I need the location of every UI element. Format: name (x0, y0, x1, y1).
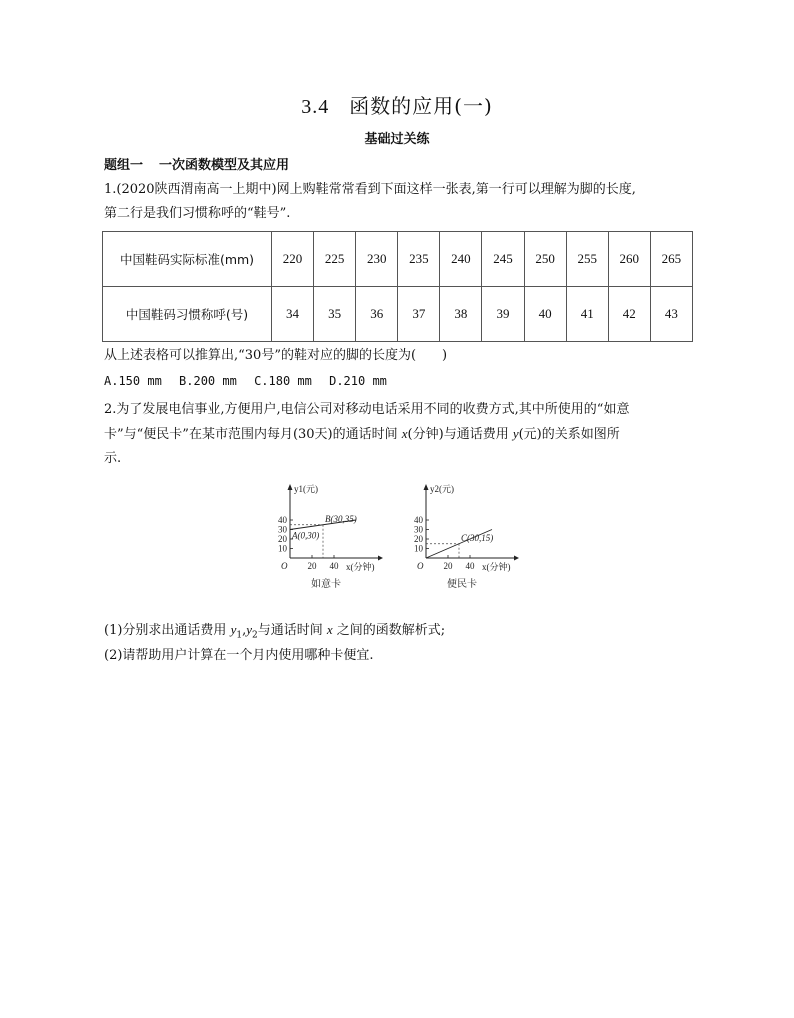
y-tick-label: 10 (278, 543, 287, 554)
section-title (0, 90, 794, 119)
table-cell: 36 (356, 287, 398, 342)
q2-sub1-text: 之间的函数解析式; (332, 623, 446, 638)
q2-line2-text: 卡”与“便民卡”在某市范围内每月(30天)的通话时间 (104, 427, 402, 442)
option-a: A.150 mm (104, 374, 162, 388)
x-axis-arrow (514, 556, 519, 561)
table-cell: 42 (608, 287, 650, 342)
chart-caption-ruyi: 如意卡 (311, 579, 341, 590)
point-label: B(30,35) (325, 513, 357, 524)
section-title-text: 函数的应用(一) (349, 94, 493, 118)
q1-question: 从上述表格可以推算出,“30号”的鞋对应的脚的长度为( ) (104, 348, 448, 363)
table-cell: 39 (482, 287, 524, 342)
y-tick-label: 30 (414, 524, 423, 535)
y-tick-label: 20 (278, 534, 287, 544)
origin-label: O (281, 561, 288, 571)
q2-sub2: (2)请帮助用户计算在一个月内使用哪种卡便宜. (104, 648, 374, 663)
shoe-size-table (102, 231, 693, 342)
table-cell: 38 (440, 287, 482, 342)
q1-line1: 1.(2020陕西渭南高一上期中)网上购鞋常常看到下面这样一张表,第一行可以理解为脚的长度, (104, 182, 636, 197)
section-number: 3.4 (301, 96, 330, 118)
table-cell: 245 (482, 232, 524, 287)
option-b: B.200 mm (179, 374, 237, 388)
table-cell: 43 (650, 287, 692, 342)
table-cell: 230 (356, 232, 398, 287)
x-tick-label: 40 (465, 561, 475, 571)
chart-caption-bianmin: 便民卡 (447, 579, 477, 590)
row2-header: 中国鞋码习惯称呼(号) (103, 287, 272, 342)
table-cell: 260 (608, 232, 650, 287)
q2-line2 (104, 422, 694, 447)
table-cell: 255 (566, 232, 608, 287)
x-tick-label: 20 (443, 561, 453, 571)
y-axis-label: y2(元) (430, 484, 454, 494)
table-cell: 235 (398, 232, 440, 287)
option-c: C.180 mm (254, 374, 312, 388)
q2-line2-text: (分钟)与通话费用 (407, 427, 513, 442)
y-tick-label: 20 (414, 534, 423, 544)
x-axis-label: x(分钟) (482, 562, 511, 572)
q1-line2: 第二行是我们习惯称呼的“鞋号”. (104, 206, 291, 221)
chart-ruyi-card (266, 478, 386, 574)
table-cell: 225 (314, 232, 356, 287)
table-cell: 40 (524, 287, 566, 342)
q2-sub1-text: 与通话时间 (257, 623, 327, 638)
sub-1: 1 (236, 630, 243, 641)
table-row (103, 287, 693, 342)
q2-line3: 示. (104, 451, 122, 466)
y-tick-label: 40 (414, 515, 423, 525)
table-cell: 37 (398, 287, 440, 342)
table-cell: 34 (272, 287, 314, 342)
x-axis-arrow (378, 556, 383, 561)
var-x: x (401, 426, 408, 441)
x-tick-label: 20 (307, 561, 317, 571)
y-axis-arrow (424, 484, 429, 490)
q1-options (104, 374, 397, 388)
var-y: y (512, 426, 519, 441)
var-x: x (326, 622, 333, 637)
q2-sub1-text: , (242, 623, 247, 638)
table-cell: 41 (566, 287, 608, 342)
point-label: C(30,15) (461, 532, 494, 543)
table-cell: 35 (314, 287, 356, 342)
table-cell: 265 (650, 232, 692, 287)
table-cell: 250 (524, 232, 566, 287)
x-tick-label: 40 (329, 561, 339, 571)
y-tick-label: 40 (278, 515, 287, 525)
row1-header: 中国鞋码实际标准(mm) (103, 232, 272, 287)
y-tick-label: 30 (278, 524, 287, 535)
table-row (103, 232, 693, 287)
var-y2: y (246, 622, 252, 637)
y-axis-label: y1(元) (294, 484, 318, 494)
table-cell: 220 (272, 232, 314, 287)
y-axis-arrow (288, 484, 293, 490)
q2-line2-text: (元)的关系如图所 (518, 427, 620, 442)
q2-line1: 2.为了发展电信事业,方便用户,电信公司对移动电话采用不同的收费方式,其中所使用的“如意 (104, 402, 630, 417)
q2-stem (104, 398, 694, 471)
y-tick-label: 10 (414, 543, 423, 554)
x-axis-label: x(分钟) (346, 562, 375, 572)
q1-stem (104, 178, 694, 226)
sub-2: 2 (252, 630, 258, 641)
q2-sub1-text: (1)分别求出通话费用 (104, 623, 231, 638)
point-label: A(0,30) (292, 530, 320, 541)
option-d: D.210 mm (329, 374, 387, 388)
group-title: 一次函数模型及其应用 (159, 158, 290, 173)
chart-bianmin-card (402, 478, 522, 574)
subtitle: 基础过关练 (364, 132, 430, 147)
table-cell: 240 (440, 232, 482, 287)
var-y1: y (230, 622, 237, 637)
origin-label: O (417, 561, 424, 571)
group-label: 题组一 (104, 158, 144, 173)
group-heading (104, 154, 289, 173)
